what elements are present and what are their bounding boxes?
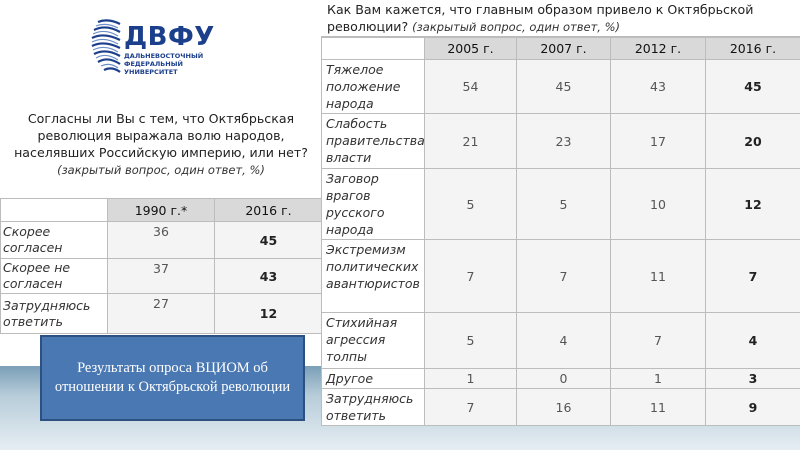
- value-2005: 21: [425, 114, 517, 169]
- right-caption-note: (закрытый вопрос, один ответ, %): [412, 20, 621, 34]
- survey-source-text: Результаты опроса ВЦИОМ об отношении к Октябрьской революции: [54, 360, 291, 395]
- value-2005: 54: [425, 60, 517, 114]
- row-label: Стихийная агрессия толпы: [322, 313, 425, 369]
- right-table-header-row: [322, 38, 800, 60]
- row-label: Затрудняюсь ответить: [1, 294, 108, 334]
- table-row: [1, 222, 323, 259]
- logo-subtitle-line: ДАЛЬНЕВОСТОЧНЫЙ: [124, 52, 204, 60]
- table-row: [322, 114, 800, 169]
- table-row: [322, 369, 800, 389]
- table-row: [322, 240, 800, 313]
- table-row: [322, 169, 800, 240]
- value-2016: 45: [215, 222, 323, 259]
- value-2016: 12: [706, 169, 800, 240]
- row-label: Слабость правительства власти: [322, 114, 425, 169]
- right-survey-table: [321, 37, 800, 426]
- right-caption-question: Как Вам кажется, что главным образом привело к Октябрьской революции?: [327, 2, 754, 34]
- value-2005: 7: [425, 389, 517, 426]
- left-caption-question: Согласны ли Вы с тем, что Октябрьская революция выражала волю народов, населявших Российскую империю, или нет?: [14, 111, 308, 160]
- table-row: [1, 294, 323, 334]
- value-2012: 10: [611, 169, 706, 240]
- value-2016: 7: [706, 240, 800, 313]
- value-2016: 12: [215, 294, 323, 334]
- value-2007: 23: [517, 114, 611, 169]
- value-2016: 4: [706, 313, 800, 369]
- value-2007: 0: [517, 369, 611, 389]
- value-2012: 1: [611, 369, 706, 389]
- value-2016: 3: [706, 369, 800, 389]
- value-1990: 27: [108, 294, 215, 334]
- value-2016: 20: [706, 114, 800, 169]
- value-2007: 5: [517, 169, 611, 240]
- logo-emblem-icon: [84, 16, 124, 82]
- value-2012: 43: [611, 60, 706, 114]
- value-2012: 17: [611, 114, 706, 169]
- right-header-empty: [322, 38, 425, 60]
- left-header-2016: 2016 г.: [215, 199, 323, 222]
- value-2005: 7: [425, 240, 517, 313]
- right-header-2012: 2012 г.: [611, 38, 706, 60]
- value-2016: 43: [215, 259, 323, 294]
- value-2016: 45: [706, 60, 800, 114]
- row-label: Тяжелое положение народа: [322, 60, 425, 114]
- table-row: [322, 60, 800, 114]
- row-label: Скорее не согласен: [1, 259, 108, 294]
- table-row: [322, 389, 800, 426]
- value-2005: 5: [425, 313, 517, 369]
- left-caption-note: (закрытый вопрос, один ответ, %): [57, 163, 265, 177]
- right-header-2016: 2016 г.: [706, 38, 800, 60]
- value-2007: 7: [517, 240, 611, 313]
- row-label: Заговор врагов русского народа: [322, 169, 425, 240]
- survey-source-box: [40, 335, 305, 421]
- row-label: Экстремизм политических авантюристов: [322, 240, 425, 313]
- right-header-2005: 2005 г.: [425, 38, 517, 60]
- value-2005: 1: [425, 369, 517, 389]
- value-1990: 37: [108, 259, 215, 294]
- left-header-1990: 1990 г.*: [108, 199, 215, 222]
- dvfu-logo: [84, 16, 215, 82]
- value-2007: 16: [517, 389, 611, 426]
- table-row: [322, 313, 800, 369]
- value-2012: 11: [611, 389, 706, 426]
- right-survey-block: [321, 0, 800, 450]
- logo-subtitle-line: УНИВЕРСИТЕТ: [124, 68, 178, 76]
- row-label: Другое: [322, 369, 425, 389]
- left-header-empty: [1, 199, 108, 222]
- value-1990: 36: [108, 222, 215, 259]
- right-header-2007: 2007 г.: [517, 38, 611, 60]
- value-2012: 7: [611, 313, 706, 369]
- value-2007: 4: [517, 313, 611, 369]
- right-table-caption: [321, 0, 800, 37]
- row-label: Скорее согласен: [1, 222, 108, 259]
- value-2007: 45: [517, 60, 611, 114]
- value-2005: 5: [425, 169, 517, 240]
- value-2016: 9: [706, 389, 800, 426]
- row-label: Затрудняюсь ответить: [322, 389, 425, 426]
- left-table-header-row: [1, 199, 323, 222]
- value-2012: 11: [611, 240, 706, 313]
- logo-subtitle-line: ФЕДЕРАЛЬНЫЙ: [124, 60, 183, 68]
- table-row: [1, 259, 323, 294]
- logo-title: ДВФУ: [124, 22, 215, 52]
- left-survey-table: [0, 198, 323, 334]
- left-table-caption: [0, 110, 322, 179]
- logo-subtitle: [124, 52, 208, 76]
